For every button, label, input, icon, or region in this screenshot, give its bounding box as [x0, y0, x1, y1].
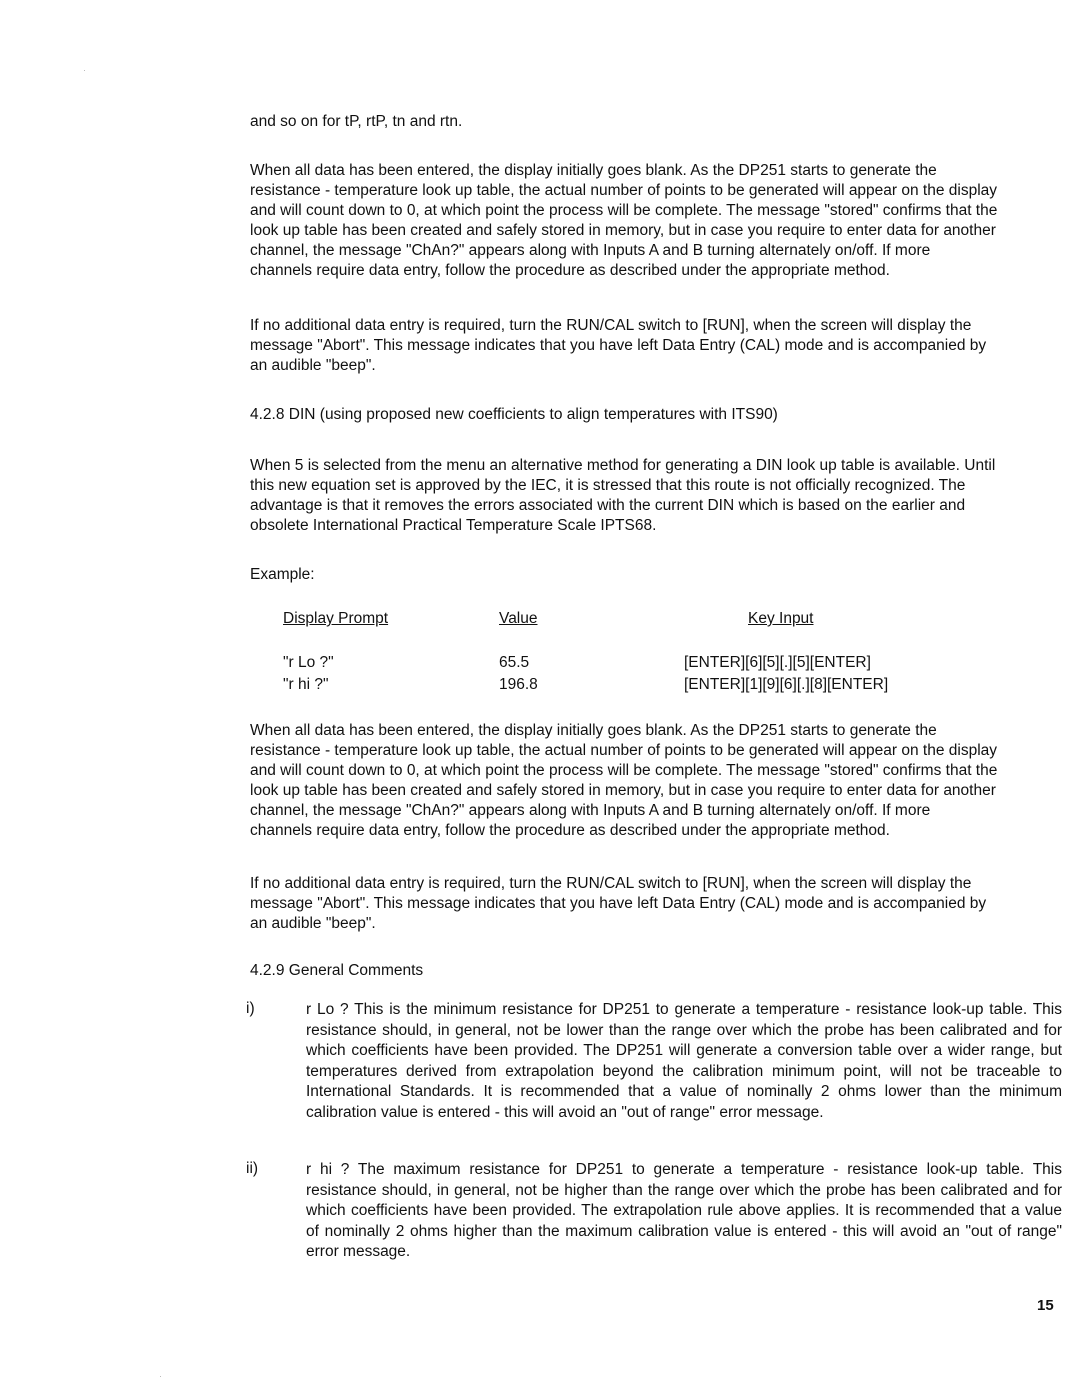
- section-heading-4-2-8: 4.2.8 DIN (using proposed new coefficients to align temperatures with ITS90): [250, 406, 778, 423]
- text-line: When all data has been entered, the display initially goes blank. As the DP251 starts to generate the: [250, 162, 937, 179]
- scan-speck: [160, 1376, 161, 1377]
- text-line: look up table has been created and safely stored in memory, but in case you require to enter data for another: [250, 782, 996, 799]
- text-line: message "Abort". This message indicates that you have left Data Entry (CAL) mode and is accompanied by: [250, 895, 987, 912]
- table-cell-value: 196.8: [499, 676, 538, 693]
- example-label: Example:: [250, 566, 315, 583]
- paragraph-abort-1: [250, 316, 1070, 376]
- text-line: obsolete International Practical Temperature Scale IPTS68.: [250, 517, 657, 534]
- table-header-key-input: Key Input: [748, 610, 814, 627]
- text-line: resistance - temperature look up table, the actual number of points to be generated will appear on the display: [250, 742, 998, 759]
- paragraph-abort-2: [250, 874, 1070, 934]
- table-header-display-prompt: Display Prompt: [283, 610, 389, 627]
- text-line: When 5 is selected from the menu an alternative method for generating a DIN look up table is available. Until: [250, 457, 996, 474]
- text-line: an audible "beep".: [250, 915, 376, 932]
- table-cell-prompt: "r Lo ?": [283, 654, 334, 671]
- table-cell-key-input: [ENTER][6][5][.][5][ENTER]: [684, 654, 871, 671]
- table-cell-key-input: [ENTER][1][9][6][.][8][ENTER]: [684, 676, 889, 693]
- paragraph-stored-2: [250, 721, 1070, 841]
- text-line: and will count down to 0, at which point the process will be complete. The message "stored" confirms that the: [250, 202, 998, 219]
- text-line: look up table has been created and safely stored in memory, but in case you require to enter data for another: [250, 222, 996, 239]
- paragraph-din: [250, 456, 1070, 536]
- scan-speck: [84, 70, 85, 71]
- page-number: 15: [1037, 1297, 1054, 1314]
- item-text: r hi ? The maximum resistance for DP251 to generate a temperature - resistance look-up table. This resistance should, in general, not be higher than the range over which the probe has been calibrated and for which coefficients have been provided. The extrapolation rule above applies. It is recommended that a value of nominally 2 ohms higher than the maximum calibration value is entered - this will avoid an "out of range" error message.: [306, 1161, 1062, 1260]
- text-line: this new equation set is approved by the IEC, it is stressed that this route is not officially recognized. The: [250, 477, 966, 494]
- text-line: If no additional data entry is required, turn the RUN/CAL switch to [RUN], when the screen will display the: [250, 317, 972, 334]
- table-cell-prompt: "r hi ?": [283, 676, 329, 693]
- text-line: channel, the message "ChAn?" appears along with Inputs A and B turning alternately on/off. If more: [250, 802, 931, 819]
- intro-line: and so on for tP, rtP, tn and rtn.: [250, 113, 463, 130]
- table-header-value: Value: [499, 610, 538, 627]
- text-line: message "Abort". This message indicates that you have left Data Entry (CAL) mode and is accompanied by: [250, 337, 987, 354]
- text-line: channels require data entry, follow the procedure as described under the appropriate method.: [250, 822, 890, 839]
- text-line: advantage is that it removes the errors associated with the current DIN which is based on the earlier and: [250, 497, 966, 514]
- section-heading-4-2-9: 4.2.9 General Comments: [250, 962, 424, 979]
- text-line: channel, the message "ChAn?" appears along with Inputs A and B turning alternately on/off. If more: [250, 242, 931, 259]
- text-line: channels require data entry, follow the procedure as described under the appropriate method.: [250, 262, 890, 279]
- item-number: ii): [246, 1160, 259, 1177]
- text-line: and will count down to 0, at which point the process will be complete. The message "stored" confirms that the: [250, 762, 998, 779]
- item-text: r Lo ? This is the minimum resistance for DP251 to generate a temperature - resistance look-up table. This resistance should, in general, not be lower than the range over which the probe has been calibrated and for which coefficients have been provided. The DP251 will generate a conversion table over a wider range, but temperatures derived from extrapolation beyond the calibration minimum point, will not be traceable to International Standards. It is recommended that a value of nominally 2 ohms lower than the minimum calibration value is entered - this will avoid an "out of range" error message.: [306, 1001, 1062, 1121]
- table-cell-value: 65.5: [499, 654, 530, 671]
- text-line: an audible "beep".: [250, 357, 376, 374]
- paragraph-stored-1: [250, 161, 1070, 281]
- text-line: If no additional data entry is required, turn the RUN/CAL switch to [RUN], when the screen will display the: [250, 875, 972, 892]
- text-line: When all data has been entered, the display initially goes blank. As the DP251 starts to generate the: [250, 722, 937, 739]
- item-number: i): [246, 1000, 255, 1017]
- text-line: resistance - temperature look up table, the actual number of points to be generated will appear on the display: [250, 182, 998, 199]
